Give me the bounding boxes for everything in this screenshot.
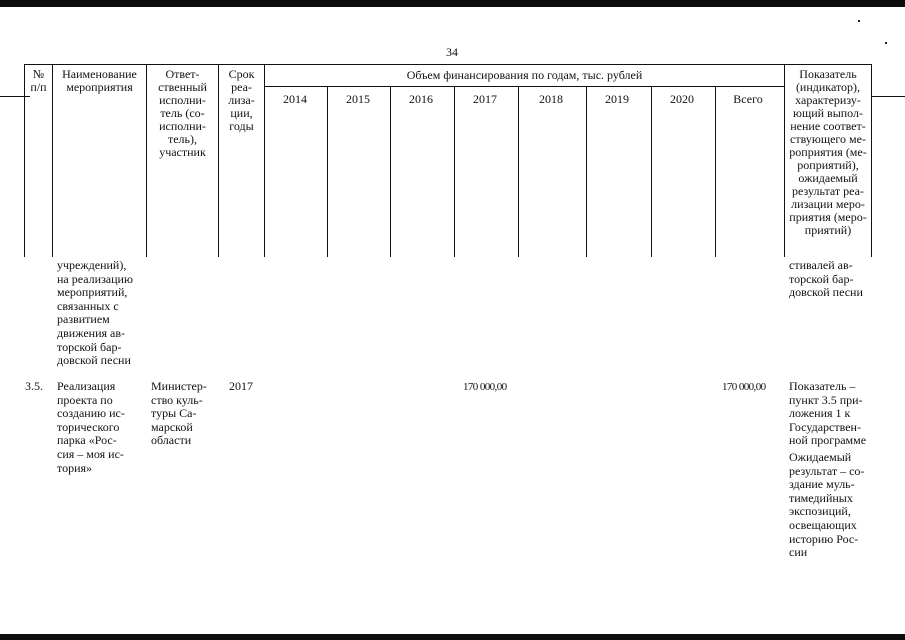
continuation-indicator-cell: стивалей ав- торской бар- довской песни	[789, 258, 863, 300]
scan-speck	[858, 20, 860, 22]
header-col-number: № п/п	[30, 67, 47, 94]
scan-border-bottom	[0, 634, 905, 640]
header-year-2017: 2017	[473, 92, 497, 106]
header-year-2014: 2014	[283, 92, 307, 106]
row-name-cell: Реализация проекта по созданию ис- торического парка «Рос- сия – моя ис- тория»	[57, 379, 125, 475]
page-number: 34	[446, 45, 458, 59]
scan-border-top	[0, 0, 905, 7]
row-term: 2017	[229, 379, 253, 393]
header-year-2015: 2015	[346, 92, 370, 106]
row-number: 3.5.	[25, 379, 43, 393]
header-col-responsible: Ответ- ственный исполни- тель (со- исполни- тель), участник	[158, 67, 207, 159]
header-financing-title: Объем финансирования по годам, тыс. рублей	[406, 68, 643, 82]
row-responsible-cell: Министер- ство куль- туры Са- марской области	[151, 379, 207, 448]
header-col-indicator: Показатель (индикатор), характеризу- ющий выпол- нение соответ- ствующего ме- роприятия (ме- роприятий), ожидаемый результат реа- лизации меро- приятия (меро- приятий)	[789, 67, 867, 237]
header-year-2019: 2019	[605, 92, 629, 106]
row-indicator-cell: Показатель – пункт 3.5 при- ложения 1 к Государствен- ной программе Ожидаемый результат – со- здание муль- тимедийных экспозиций, освещающих историю Рос- сии	[789, 379, 867, 560]
header-col-name: Наименование мероприятия	[62, 67, 137, 94]
scan-speck	[885, 42, 887, 44]
continuation-name-cell: учреждений), на реализацию мероприятий, связанных с развитием движения ав- торской бар- довской песни	[57, 258, 133, 368]
header-year-2016: 2016	[409, 92, 433, 106]
row-amount-total: 170 000,00	[722, 381, 766, 393]
header-col-term: Срок реа- лиза- ции, годы	[228, 67, 255, 133]
row-amount-2017: 170 000,00	[463, 381, 507, 393]
header-year-2018: 2018	[539, 92, 563, 106]
header-year-total: Всего	[733, 92, 763, 106]
header-year-2020: 2020	[670, 92, 694, 106]
